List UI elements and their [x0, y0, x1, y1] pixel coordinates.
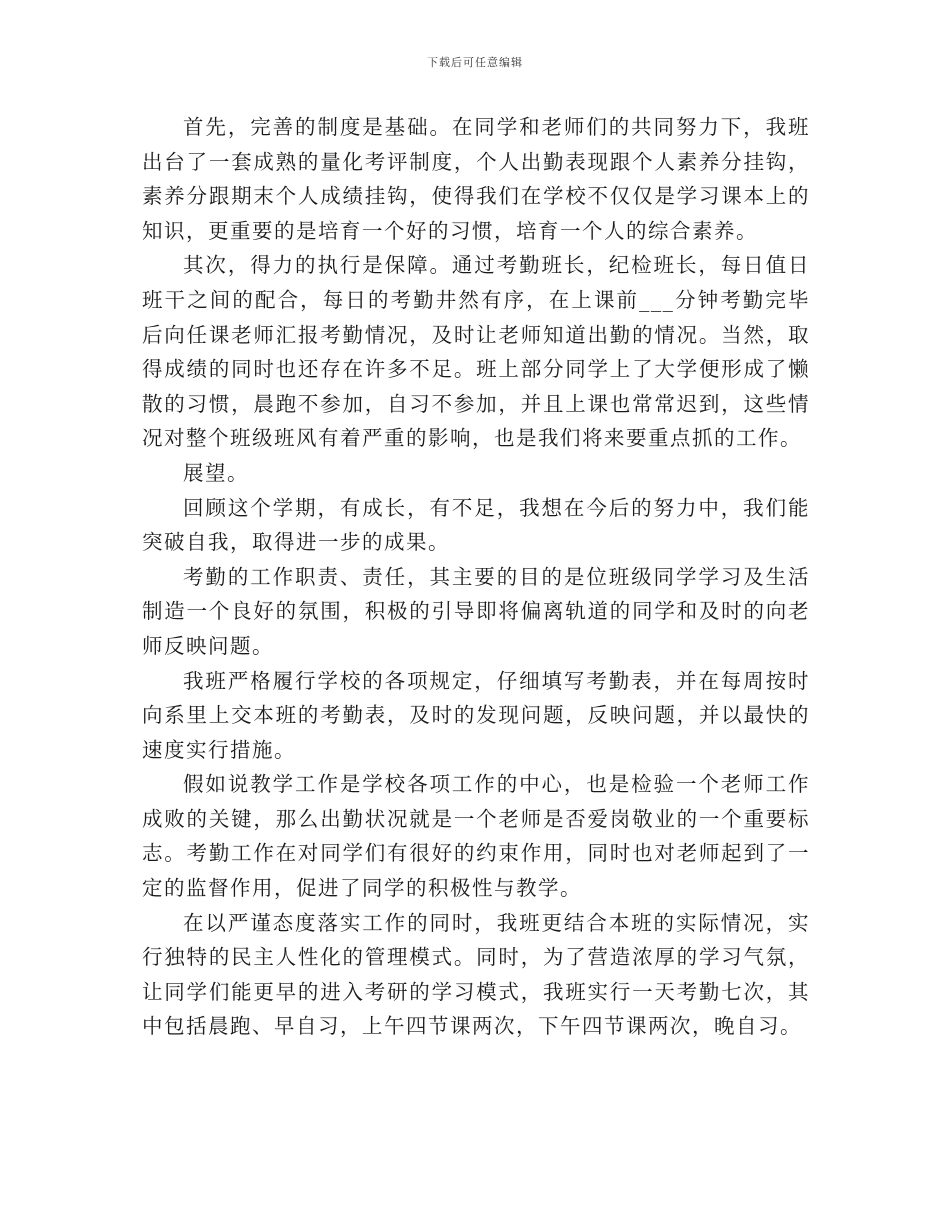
- document-body: [142, 110, 810, 1044]
- paragraph-5: 考勤的工作职责、责任，其主要的目的是位班级同学学习及生活制造一个良好的氛围，积极的引导即将偏离轨道的同学和及时的向老师反映问题。: [142, 564, 810, 658]
- paragraph-6: 我班严格履行学校的各项规定，仔细填写考勤表，并在每周按时向系里上交本班的考勤表，及时的发现问题，反映问题，并以最快的速度实行措施。: [142, 668, 810, 762]
- paragraph-1: 首先，完善的制度是基础。在同学和老师们的共同努力下，我班出台了一套成熟的量化考评制度，个人出勤表现跟个人素养分挂钩，素养分跟期末个人成绩挂钩，使得我们在学校不仅仅是学习课本上的知识，更重要的是培育一个好的习惯，培育一个人的综合素养。: [142, 115, 810, 243]
- page-header: 下载后可任意编辑: [427, 56, 523, 69]
- paragraph-4: 回顾这个学期，有成长，有不足，我想在今后的努力中，我们能突破自我，取得进一步的成果。: [142, 495, 810, 555]
- paragraph-7: 假如说教学工作是学校各项工作的中心，也是检验一个老师工作成败的关键，那么出勤状况就是一个老师是否爱岗敬业的一个重要标志。考勤工作在对同学们有很好的约束作用，同时也对老师起到了一定的监督作用，促进了同学的积极性与教学。: [142, 772, 810, 901]
- paragraph-2: 其次，得力的执行是保障。通过考勤班长，纪检班长，每日值日班干之间的配合，每日的考勤井然有序，在上课前___分钟考勤完毕后向任课老师汇报考勤情况，及时让老师知道出勤的情况。当然，取得成绩的同时也还存在许多不足。班上部分同学上了大学便形成了懒散的习惯，晨跑不参加，自习不参加，并且上课也常常迟到，这些情况对整个班级班风有着严重的影响，也是我们将来要重点抓的工作。: [142, 253, 810, 451]
- paragraph-8: 在以严谨态度落实工作的同时，我班更结合本班的实际情况，实行独特的民主人性化的管理模式。同时，为了营造浓厚的学习气氛，让同学们能更早的进入考研的学习模式，我班实行一天考勤七次，其中包括晨跑、早自习，上午四节课两次，下午四节课两次，晚自习。: [142, 910, 810, 1039]
- paragraph-3: 展望。: [183, 460, 249, 485]
